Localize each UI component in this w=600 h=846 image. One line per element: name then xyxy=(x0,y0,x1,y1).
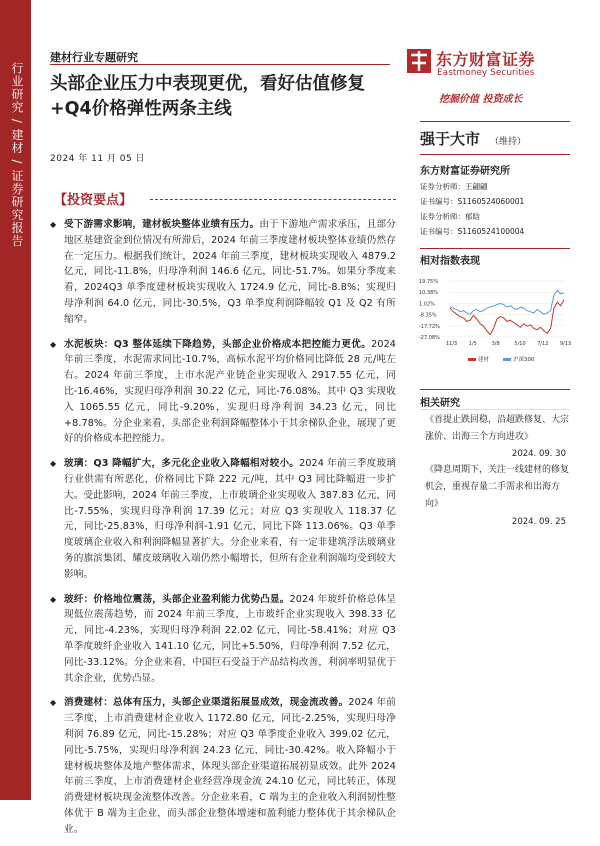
x-tick-label: 5/10 xyxy=(514,341,526,347)
related-report[interactable]: 《首提止跌回稳，沿超跌修复、大宗涨价、出海三个方向进攻》 xyxy=(425,415,570,442)
x-tick-label: 7/12 xyxy=(537,341,549,347)
logo-english: Eastmoney Securities xyxy=(437,68,535,78)
bullet-point xyxy=(50,592,396,687)
bullet-point xyxy=(50,456,396,582)
related-title: 相关研究 xyxy=(420,398,460,409)
related-subdivider xyxy=(420,409,570,410)
legend-swatch xyxy=(468,358,476,361)
rating-sub: （维持） xyxy=(490,137,527,147)
bullet-point xyxy=(50,337,396,448)
series-line xyxy=(450,300,564,335)
x-tick-label: 11/3 xyxy=(446,341,458,347)
bullet-point xyxy=(50,217,396,328)
sidebar-text: 行业研究 / 建材 / 证券研究报告 xyxy=(10,62,24,248)
related-divider xyxy=(420,389,570,390)
legend-label: 建材 xyxy=(478,357,490,363)
related-report-date: 2024. 09. 25 xyxy=(511,517,566,527)
rating-divider-bottom xyxy=(420,154,570,155)
bullet-point xyxy=(50,695,396,837)
report-category: 建材行业专题研究 xyxy=(50,51,138,64)
legend-label: 沪深300 xyxy=(513,357,535,363)
y-tick-label: 19.75% xyxy=(419,279,439,285)
legend-swatch xyxy=(503,358,511,361)
bullet-body: 2024 年前三季度玻璃行业供需有所恶化，价格同比下降 222 元/吨，其中 Q3 同比降幅进一步扩大。受此影响，2024 年前三季度，上市玻璃企业实现收入 387.83 亿元，同比-7.55%，实现归母净利润 17.39 亿元；对应 Q3 实现收入 118.37 亿元，同比-25.83%，归母净利润-1.91 亿元，同比下降 113.06%。Q3 单季度玻璃企业收入和利润降幅显著扩大。分企业来看，有一定非建筑浮法玻璃业务的旗滨集团、耀皮玻璃收入端仍然小幅增长，但所有企业利润端均受到较大影响。 xyxy=(64,458,396,580)
y-tick-label: -17.72% xyxy=(419,323,440,330)
relative-index-chart xyxy=(418,275,572,370)
report-date: 2024 年 11 月 05 日 xyxy=(50,154,146,164)
x-tick-label: 1/5 xyxy=(468,341,477,347)
bullet-heading: 水泥板块：Q3 整体延续下降趋势，头部企业价格成本把控能力更优。 xyxy=(64,338,372,350)
related-report[interactable]: 《降息周期下，关注一线建材的修复机会，重视存量二手需求和出海方向》 xyxy=(425,465,570,509)
section-heading: 【投资要点】 xyxy=(54,193,133,208)
bullet-body: 由于下游地产需求承压，且部分地区基建资金到位情况有所滞后，2024 年前三季度建材板块整体业绩仍然存在一定压力。根据我们统计，2024 年前三季度，建材板块实现收入 4879.2 亿元，同比-11.8%，归母净利润 146.6 亿元，同比-51.7%。如果分季度来看，2024Q3 单季度建材板块实现收入 1724.9 亿元，同比-8.8%；实现归母净利润 64.0 亿元，同比-30.5%，Q3 单季度利润降幅较 Q1 及 Q2 有所缩窄。 xyxy=(64,219,397,325)
page-title: 头部企业压力中表现更优，看好估值修复+Q4价格弹性两条主线 xyxy=(50,74,365,119)
y-tick-label: 1.02% xyxy=(419,301,435,308)
analyst-line: 证券分析师：郁晗 xyxy=(420,212,480,221)
bullet-body: 2024 年前三季度，上市消费建材企业收入 1172.80 亿元，同比-2.25%，实现归母净利润 76.89 亿元，同比-15.28%；对应 Q3 单季度企业收入 399.02 亿元，同比-5.75%，实现归母净利润 24.23 亿元，同比-30.42%。收入降幅小于建材板块整体及地产整体需求，体现头部企业渠道拓展初显成效。此外 2024 年前三季度，上市消费建材企业经营净现金流 24.10 亿元，同比转正，体现消费建材板块现金流整体改善。分企业来看，C 端为主的企业收入利润韧性整体优于 B 端为主企业，而头部企业整体增速和盈利能力整体优于其余梯队企业。 xyxy=(64,697,397,835)
series-line xyxy=(450,290,564,314)
bullet-heading: 消费建材：总体有压力，头部企业渠道拓展显成效，现金流改善。 xyxy=(64,697,349,709)
analyst-line: 证书编号：S1160524060001 xyxy=(420,197,525,206)
bullet-heading: 玻璃：Q3 降幅扩大，多元化企业收入降幅相对较小。 xyxy=(64,458,300,470)
chart-title: 相对指数表现 xyxy=(420,256,480,267)
category-divider xyxy=(50,64,390,65)
bullet-body: 2024 年玻纤价格总体呈现低位震荡趋势，而 2024 年前三季度，上市玻纤企业实现收入 398.33 亿元，同比-4.23%，实现归母净利润 22.02 亿元，同比-58.41%；对应 Q3 单季度玻纤企业收入 141.10 亿元，同比+5.50%，归母净利润 7.52 亿元，同比-33.12%。分企业来看，中国巨石受益于产品结构改善，利润率明显优于其余企业，优势凸显。 xyxy=(64,593,397,684)
chart-divider xyxy=(420,248,570,249)
rating-label: 强于大市 xyxy=(420,130,481,148)
section-divider xyxy=(150,199,396,200)
rating-divider-top xyxy=(420,121,570,122)
related-report-date: 2024. 09. 30 xyxy=(511,449,566,459)
y-tick-label: 10.38% xyxy=(419,290,439,297)
bullet-heading: 玻纤：价格地位震荡，头部企业盈利能力优势凸显。 xyxy=(64,593,290,605)
bullet-heading: 受下游需求影响，建材板块整体业绩有压力。 xyxy=(64,219,260,230)
key-points xyxy=(50,217,396,846)
analyst-line: 证书编号：S1160524100004 xyxy=(420,227,525,236)
y-tick-label: -27.08% xyxy=(419,335,440,341)
y-tick-label: -8.35% xyxy=(419,312,437,319)
x-tick-label: 3/8 xyxy=(491,341,500,347)
logo-text: 东方财富证券 xyxy=(436,50,536,69)
institute-name: 东方财富证券研究所 xyxy=(420,166,510,177)
bullet-body: 2024 年前三季度，水泥需求同比-10.7%，高标水泥平均价格同比降低 28 元/吨左右。2024 年前三季度，上市水泥产业链企业实现收入 2917.55 亿元，同比-16.46%，实现归母净利润 30.22 亿元，同比-76.08%。其中 Q3 实现收入 1065.55 亿元，同比-9.20%，实现归母净利润 34.23 亿元，同比+8.78%。分企业来看，头部企业利润降幅整体小于其余梯队企业，展现了更好的价格成本把控能力。 xyxy=(64,338,396,445)
slogan: 挖掘价值 投资成长 xyxy=(439,94,523,105)
x-tick-label: 9/13 xyxy=(560,341,572,347)
analyst-line: 证券分析师：王翩翩 xyxy=(420,182,488,191)
